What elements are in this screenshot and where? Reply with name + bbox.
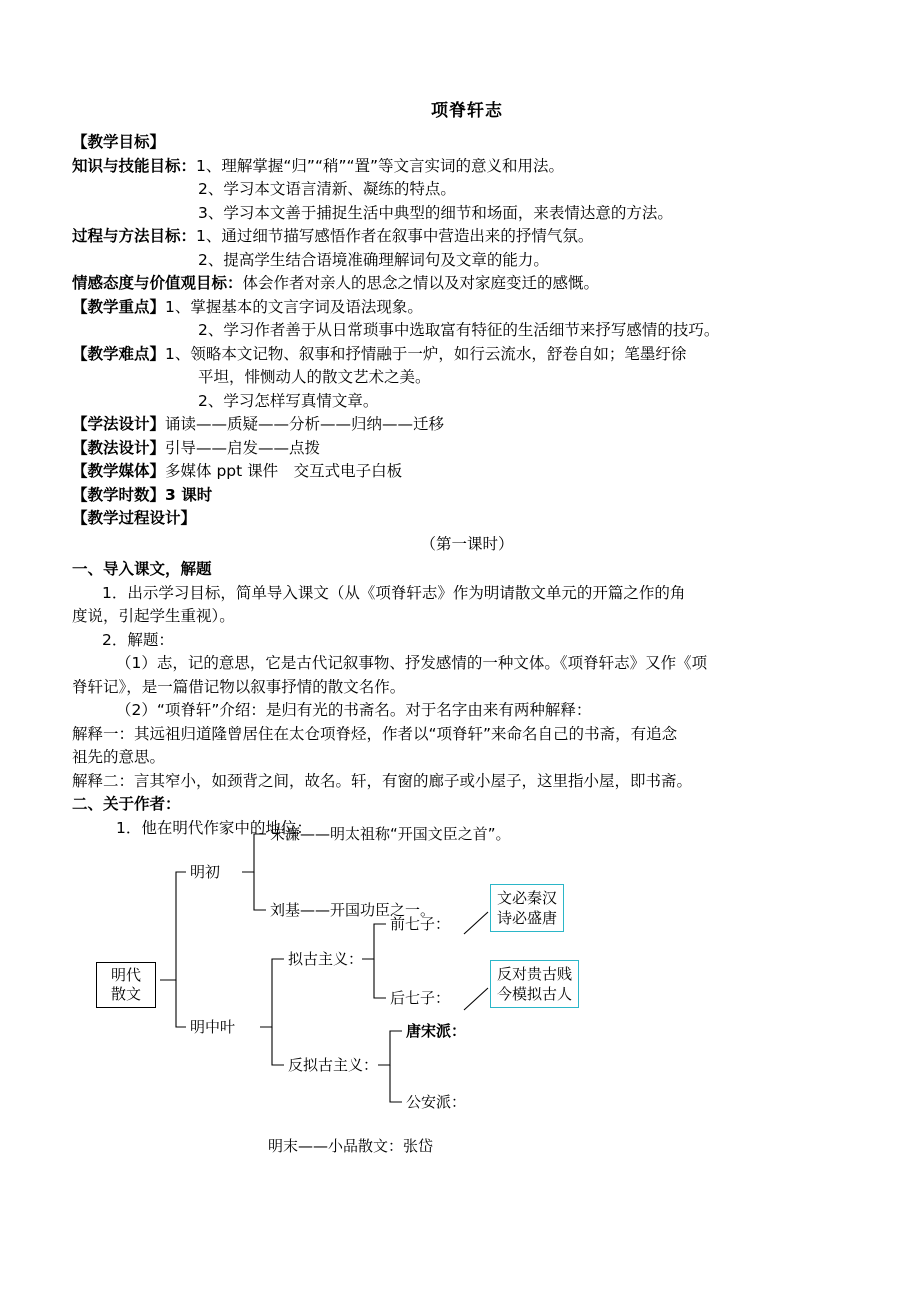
- document-body: [72, 96, 862, 840]
- text-difficult-points-1: 1、领略本文记物、叙事和抒情融于一炉，如行云流水，舒卷自如；笔墨纡徐: [165, 344, 687, 363]
- label-emotion-values: 情感态度与价值观目标：: [72, 274, 243, 292]
- text-s1-line-2: 度说，引起学生重视）。: [72, 607, 235, 625]
- label-teaching-objectives: 【教学目标】: [72, 133, 166, 151]
- text-emotion-values: 体会作者对亲人的思念之情以及对家庭变迁的感慨。: [242, 274, 600, 292]
- diagram-node-late-ming: 明末——小品散文：张岱: [268, 1137, 434, 1155]
- text-teaching-method: 引导——启发——点拨: [165, 438, 321, 457]
- text-study-method: 诵读——质疑——分析——归纳——迁移: [165, 415, 445, 433]
- diagram-node-gongan-school: 公安派：: [406, 1093, 467, 1111]
- diagram-callout-1-line1: 文必秦汉: [497, 889, 558, 907]
- text-line-hours: [72, 484, 862, 508]
- text-line-objectives-header: [72, 131, 862, 155]
- text-line-difficult-points: [72, 343, 862, 367]
- text-difficult-points-2: 2、学习怎样写真情文章。: [198, 391, 379, 410]
- text-process-method-1: 1、通过细节描写感悟作者在叙事中营造出来的抒情气氛。: [196, 227, 594, 245]
- diagram-node-songlian: 宋濂——明太祖称“开国文臣之首”。: [270, 825, 511, 843]
- text-knowledge-skill-1: 1、理解掌握“归”“稍”“置”等文言实词的意义和用法。: [196, 156, 565, 175]
- text-s1-line-9: 解释二：言其窄小，如颈背之间，故名。轩，有窗的廊子或小屋子，这里指小屋，即书斋。: [72, 771, 693, 790]
- section-label-first-period: （第一课时）: [420, 534, 514, 553]
- text-teaching-media: 多媒体 ppt 课件 交互式电子白板: [165, 462, 403, 480]
- label-difficult-points: 【教学难点】: [72, 344, 166, 363]
- ming-prose-tree-diagram: [72, 812, 862, 1252]
- diagram-node-liuji: 刘基——开国功臣之一。: [270, 901, 436, 919]
- heading-section-1: 一、导入课文，解题: [72, 560, 212, 578]
- diagram-root-line2: 散文: [110, 985, 141, 1003]
- diagram-callout-2-line1: 反对贵古贱: [497, 965, 573, 983]
- label-study-method: 【学法设计】: [72, 415, 166, 433]
- label-teaching-media: 【教学媒体】: [72, 462, 166, 480]
- text-line-difficult-points-2: [72, 390, 862, 414]
- text-line-teaching-method: [72, 437, 862, 461]
- text-s1-line-3: 2．解题：: [102, 630, 174, 649]
- text-line-emotion-values: [72, 272, 862, 296]
- diagram-root-node: [96, 962, 156, 1008]
- text-line-key-points: [72, 296, 862, 320]
- text-s1-line-6: （2）“项脊轩”介绍：是归有光的书斋名。对于名字由来有两种解释：: [116, 701, 592, 719]
- text-s1-line-5: 脊轩记》，是一篇借记物以叙事抒情的散文名作。: [72, 677, 406, 696]
- text-teaching-hours: 3 课时: [165, 485, 213, 504]
- text-key-points-2: 2、学习作者善于从日常琐事中选取富有特征的生活细节来抒写感情的技巧。: [198, 321, 720, 339]
- label-teaching-method: 【教法设计】: [72, 438, 166, 457]
- text-line-knowledge-skill-3: [72, 202, 862, 226]
- label-key-points: 【教学重点】: [72, 297, 166, 316]
- text-s2-line-1: 1．他在明代作家中的地位：: [116, 818, 312, 837]
- diagram-node-former-seven: 前七子：: [390, 915, 451, 933]
- text-s1-line-4: （1）志，记的意思，它是古代记叙事物、抒发感情的一种文体。《项脊轩志》又作《项: [116, 654, 708, 672]
- diagram-node-anti-archaism: 反拟古主义：: [288, 1056, 379, 1074]
- text-knowledge-skill-2: 2、学习本文语言清新、凝练的特点。: [198, 180, 456, 198]
- label-knowledge-skill: 知识与技能目标：: [72, 156, 197, 175]
- diagram-node-latter-seven: 后七子：: [390, 989, 451, 1007]
- diagram-node-mid-ming: 明中叶: [190, 1018, 236, 1036]
- page-title: 项脊轩志: [431, 101, 503, 121]
- diagram-callout-1-line2: 诗必盛唐: [497, 909, 558, 927]
- label-teaching-hours: 【教学时数】: [72, 485, 166, 504]
- text-line-knowledge-skill-2: [72, 178, 862, 202]
- text-s1-line-7: 解释一：其远祖归道隆曾居住在太仓项脊烃，作者以“项脊轩”来命名自己的书斋，有追念: [72, 724, 678, 743]
- diagram-node-archaism: 拟古主义：: [288, 950, 364, 968]
- text-line-study-method: [72, 413, 862, 437]
- text-s1-line-1: 1．出示学习目标，简单导入课文（从《项脊轩志》作为明请散文单元的开篇之作的角: [102, 583, 686, 602]
- text-line-process-design: [72, 507, 862, 531]
- diagram-node-tangsong-school: 唐宋派：: [406, 1022, 467, 1040]
- text-line-difficult-points-1b: [72, 366, 862, 390]
- diagram-callout-box-1: [490, 884, 564, 932]
- heading-section-2: 二、关于作者：: [72, 795, 181, 813]
- text-key-points-1: 1、掌握基本的文言字词及语法现象。: [165, 297, 423, 316]
- text-line-process-method: [72, 225, 862, 249]
- diagram-callout-box-2: [490, 960, 579, 1008]
- text-line-media: [72, 460, 862, 484]
- text-s1-line-8: 祖先的意思。: [72, 748, 166, 766]
- label-process-design: 【教学过程设计】: [72, 509, 197, 527]
- text-knowledge-skill-3: 3、学习本文善于捕捉生活中典型的细节和场面，来表情达意的方法。: [198, 203, 673, 222]
- diagram-callout-2-line2: 今模拟古人: [497, 985, 573, 1003]
- text-process-method-2: 2、提高学生结合语境准确理解词句及文章的能力。: [198, 250, 549, 269]
- diagram-node-early-ming: 明初: [190, 863, 221, 881]
- label-process-method: 过程与方法目标：: [72, 227, 197, 245]
- text-difficult-points-1b: 平坦，悱恻动人的散文艺术之美。: [198, 368, 431, 386]
- text-line-process-method-2: [72, 249, 862, 273]
- text-line-key-points-2: [72, 319, 862, 343]
- text-line-knowledge-skill: [72, 155, 862, 179]
- diagram-root-line1: 明代: [110, 966, 141, 984]
